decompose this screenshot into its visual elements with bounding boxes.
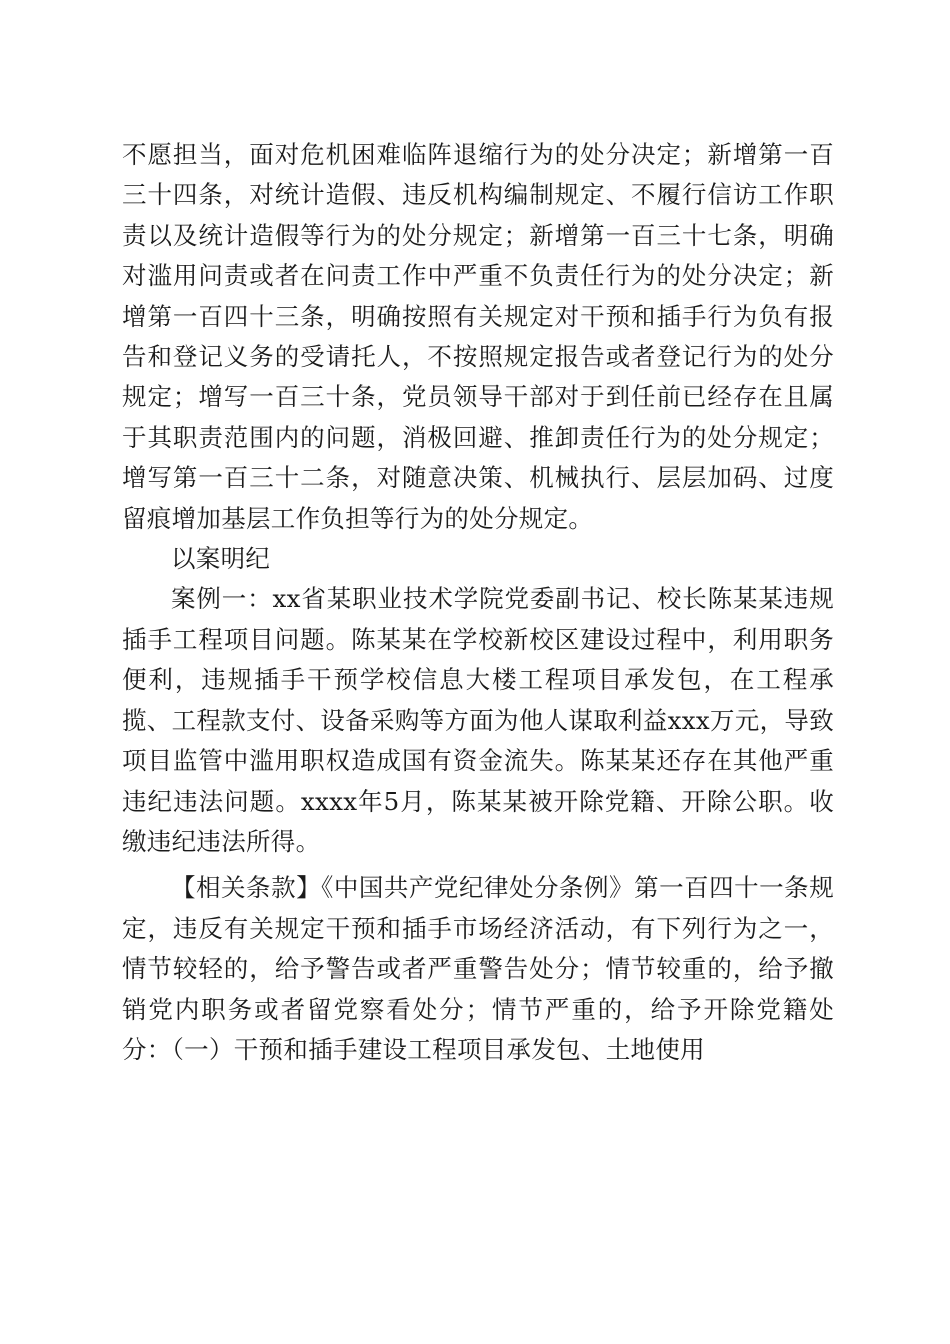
paragraph-case-one: 案例一：xx省某职业技术学院党委副书记、校长陈某某违规插手工程项目问题。陈某某在学校新校区建设过程中，利用职务便利，违规插手干预学校信息大楼工程项目承发包，在工程承揽、工程款支付、设备采购等方面为他人谋取利益xxx万元，导致项目监管中滥用职权造成国有资金流失。陈某某还存在其他严重违纪违法问题。xxxx年5月，陈某某被开除党籍、开除公职。收缴违纪违法所得。 <box>122 584 834 856</box>
document-body <box>122 135 834 1070</box>
paragraph-discipline-revisions: 不愿担当，面对危机困难临阵退缩行为的处分决定；新增第一百三十四条，对统计造假、违反机构编制规定、不履行信访工作职责以及统计造假等行为的处分规定；新增第一百三十七条，明确对滥用问责或者在问责工作中严重不负责任行为的处分决定；新增第一百四十三条，明确按照有关规定对干预和插手行为负有报告和登记义务的受请托人，不按照规定报告或者登记行为的处分规定；增写一百三十条，党员领导干部对于到任前已经存在且属于其职责范围内的问题，消极回避、推卸责任行为的处分规定；增写第一百三十二条，对随意决策、机械执行、层层加码、过度留痕增加基层工作负担等行为的处分规定。 <box>122 140 834 533</box>
section-heading-case-study: 以案明纪 <box>171 544 271 574</box>
paragraph-related-clauses: 【相关条款】《中国共产党纪律处分条例》第一百四十一条规定，违反有关规定干预和插手市场经济活动，有下列行为之一，情节较轻的，给予警告或者严重警告处分；情节较重的，给予撤销党内职务或者留党察看处分；情节严重的，给予开除党籍处分：（一）干预和插手建设工程项目承发包、土地使用 <box>122 873 834 1064</box>
